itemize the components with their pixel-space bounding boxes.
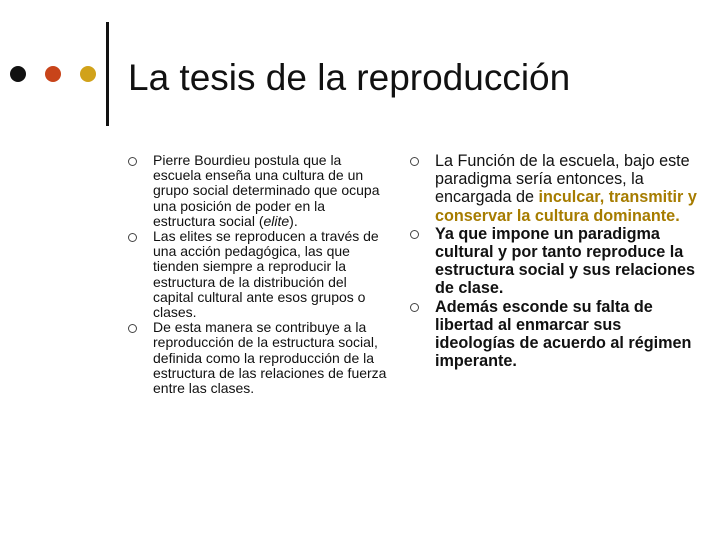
emphasis-text: elite: [263, 212, 290, 229]
list-item: [408, 225, 704, 298]
bullet-text: De esta manera se contribuye a la reproducción de la estructura social, definida como la reproducción de la estructura de las relaciones de fuerza entre las clases.: [153, 319, 387, 397]
hollow-bullet-icon: [128, 233, 137, 242]
orange-dot-icon: [45, 66, 61, 82]
bullet-text: Las elites se reproducen a través de una acción pedagógica, las que tienden siempre a reproducir la estructura de la distribución del capital cultural ante esos grupos o clases.: [153, 228, 379, 321]
hollow-bullet-icon: [128, 157, 137, 166]
list-item: [126, 153, 388, 229]
hollow-bullet-icon: [128, 324, 137, 333]
dark-dot-icon: [10, 66, 26, 82]
highlighted-text: inculcar, transmitir y conservar la cultura dominante.: [435, 188, 697, 225]
list-item: [408, 152, 704, 225]
bullet-text: Ya que impone un paradigma cultural y por tanto reproduce la estructura social y sus relaciones de clase.: [435, 224, 696, 298]
right-bullet-list: [408, 152, 704, 370]
list-item: [408, 298, 704, 371]
hollow-bullet-icon: [410, 230, 419, 239]
slide-title: La tesis de la reproducción: [128, 57, 571, 98]
list-item: [126, 320, 388, 396]
title-divider: [106, 22, 109, 126]
bullet-text: Además esconde su falta de libertad al enmarcar sus ideologías de acuerdo al régimen imperante.: [435, 297, 692, 371]
hollow-bullet-icon: [410, 303, 419, 312]
list-item: [126, 229, 388, 320]
left-bullet-list: [126, 153, 388, 396]
bullet-text: Pierre Bourdieu postula que la escuela enseña una cultura de un grupo social determinado que ocupa una posición de poder en la estructura social (elite).: [153, 152, 380, 229]
gold-dot-icon: [80, 66, 96, 82]
bullet-text: La Función de la escuela, bajo este paradigma sería entonces, la encargada de inculcar, transmitir y conservar la cultura dominante.: [435, 152, 697, 225]
hollow-bullet-icon: [410, 157, 419, 166]
